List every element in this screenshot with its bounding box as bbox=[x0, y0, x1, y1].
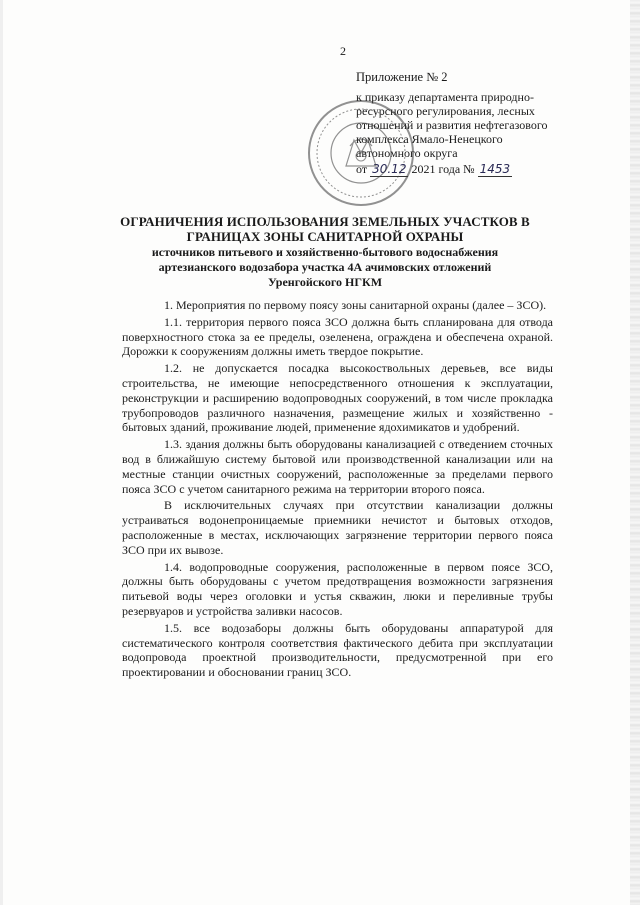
date-prefix: от bbox=[356, 162, 368, 176]
appendix-line: ресурсного регулирования, лесных bbox=[356, 104, 535, 118]
document-body bbox=[122, 298, 553, 682]
heading-subline: источников питьевого и хозяйственно-бытового водоснабжения bbox=[151, 245, 499, 259]
document-heading bbox=[120, 214, 530, 289]
paragraph: В исключительных случаях при отсутствии канализации должны устраиваться водонепроницаемые приемники нечистот и бытовых отходов, расположенные в местах, исключающих загрязнение территории первого пояса ЗСО при их вывозе. bbox=[122, 498, 553, 557]
paragraph: 1.5. все водозаборы должны быть оборудованы аппаратурой для систематического контроля соответствия фактического дебита при эксплуатации водопровода проектной производительности, предусмотренной при его проектировании и обосновании границ ЗСО. bbox=[122, 620, 553, 680]
paragraph: 1.2. не допускается посадка высокоствольных деревьев, все виды строительства, не имеющие непосредственного отношения к эксплуатации, реконструкции и расширению водопроводных сооружений, в том числе прокладка трубопроводов различного назначения, размещение жилых и хозяйственно - бытовых зданий, проживание людей, применение ядохимикатов и удобрений. bbox=[122, 361, 553, 435]
scan-edge-right bbox=[630, 0, 640, 905]
page-number: 2 bbox=[340, 44, 346, 58]
heading-subline: артезианского водозабора участка 4А ачимовских отложений bbox=[158, 260, 492, 274]
date-handwritten: 30.12 bbox=[372, 162, 407, 176]
paragraph: 1.1. территория первого пояса ЗСО должна быть спланирована для отвода поверхностного стока за ее пределы, озеленена, ограждена и обеспечена охраной. Дорожки к сооружениям должны иметь твердое покрытие. bbox=[122, 314, 553, 359]
heading-line: ГРАНИЦАХ ЗОНЫ САНИТАРНОЙ ОХРАНЫ bbox=[186, 229, 464, 244]
appendix-line: автономного округа bbox=[356, 146, 458, 160]
date-year: 2021 года № bbox=[411, 162, 475, 176]
appendix-line: к приказу департамента природно- bbox=[356, 90, 534, 104]
number-handwritten: 1453 bbox=[479, 162, 511, 176]
heading-subline: Уренгойского НГКМ bbox=[267, 275, 383, 289]
appendix-line: комплекса Ямало-Ненецкого bbox=[356, 132, 503, 146]
scan-edge-left bbox=[0, 0, 3, 905]
paragraph: 1.4. водопроводные сооружения, расположенные в первом поясе ЗСО, должны быть оборудованы с учетом предотвращения возможности загрязнения питьевой воды через оголовки и устья скважин, люки и переливные трубы резервуаров и устройства заливки насосов. bbox=[122, 559, 553, 618]
paragraph: 1.3. здания должны быть оборудованы канализацией с отведением сточных вод в ближайшую систему бытовой или производственной канализации или на местные станции очистных сооружений, расположенные за пределами первого пояса ЗСО с учетом санитарного режима на территории второго пояса. bbox=[122, 437, 553, 496]
appendix-title: Приложение № 2 bbox=[356, 70, 448, 84]
heading-line: ОГРАНИЧЕНИЯ ИСПОЛЬЗОВАНИЯ ЗЕМЕЛЬНЫХ УЧАСТКОВ В bbox=[120, 214, 530, 229]
official-seal-icon bbox=[306, 98, 416, 208]
paragraph: 1. Мероприятия по первому поясу зоны санитарной охраны (далее – ЗСО). bbox=[164, 298, 547, 312]
appendix-line: отношений и развития нефтегазового bbox=[356, 118, 548, 132]
